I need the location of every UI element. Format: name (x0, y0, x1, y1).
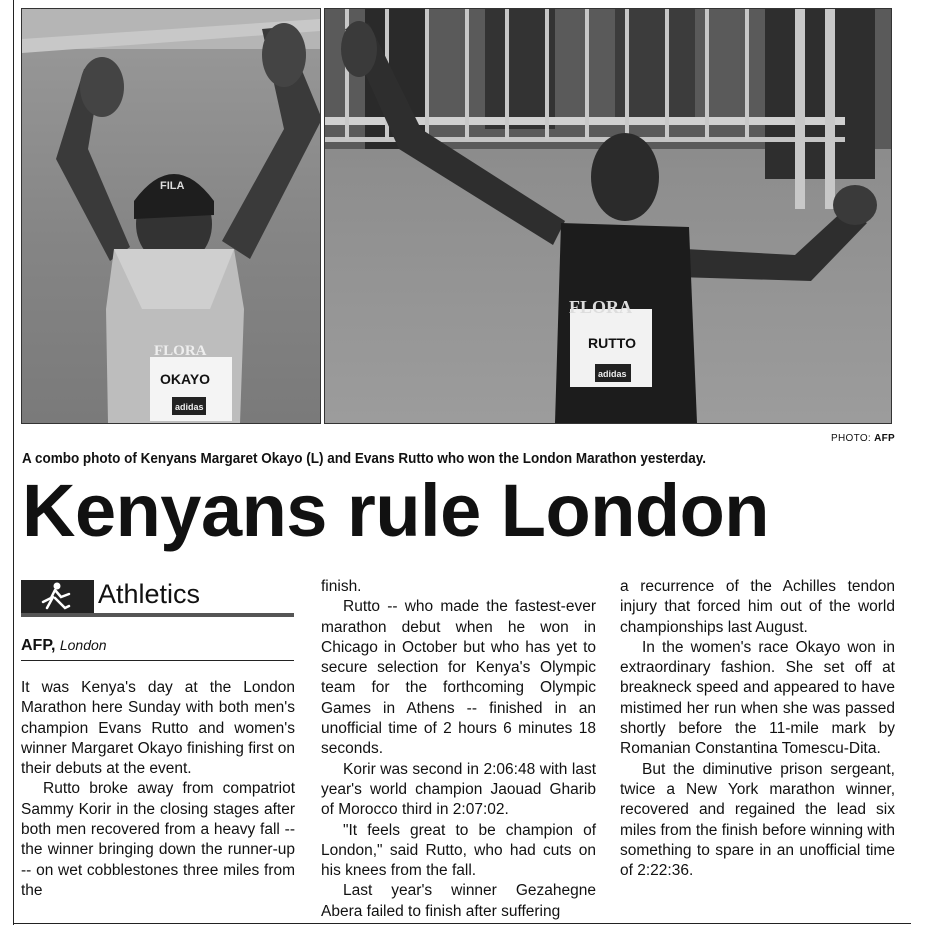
article-column-2 (321, 577, 596, 922)
paragraph: "It feels great to be champion of London," said Rutto, who had cuts on his knees from the fall. (321, 821, 596, 880)
right-brand-text: adidas (598, 369, 627, 379)
photo-credit-source: AFP (874, 433, 895, 444)
paragraph: Last year's winner Gezahegne Abera failed to finish after suffering (321, 882, 596, 920)
article-column-1 (21, 678, 295, 901)
byline-rule (21, 660, 294, 661)
left-column-rule (13, 0, 14, 925)
photo-okayo (21, 8, 321, 424)
left-cap-text: FILA (160, 180, 185, 192)
paragraph: But the diminutive prison sergeant, twice a New York marathon winner, recovered and regained the lead six miles from the finish before winning with something to spare in an unofficial time of 2:22:36. (620, 760, 895, 880)
right-sponsor-text: FLORA (569, 297, 632, 317)
section-rule (21, 613, 294, 617)
paragraph: In the women's race Okayo won in extraordinary fashion. She set off at breakneck speed and appeared to have mistimed her run when she was passed shortly before the 11-mile mark by Romanian Constantina Tomescu-Dita. (620, 638, 895, 758)
byline-location: London (59, 637, 107, 653)
byline (21, 637, 107, 655)
left-bib-text: OKAYO (160, 371, 211, 387)
photo-caption: A combo photo of Kenyans Margaret Okayo (L) and Evans Rutto who won the London Marathon yesterday. (22, 451, 707, 467)
article-column-3 (620, 577, 895, 881)
byline-agency: AFP, (21, 637, 56, 654)
paragraph: It was Kenya's day at the London Marathon here Sunday with both men's champion Evans Rutto and women's winner Margaret Okayo finishing first on their debuts at the event. (21, 679, 295, 778)
headline: Kenyans rule London (22, 469, 770, 552)
right-bib-text: RUTTO (588, 335, 636, 351)
paragraph: Rutto broke away from compatriot Sammy Korir in the closing stages after both men recovered from a heavy fall -- the winner bringing down the runner-up -- on wet cobblestones three miles from the (21, 780, 295, 899)
photo-credit (831, 433, 895, 444)
paragraph: Korir was second in 2:06:48 with last year's world champion Jaouad Gharib of Morocco third in 2:07:02. (321, 760, 596, 819)
photo-credit-label: PHOTO: (831, 433, 871, 444)
paragraph: Rutto -- who made the fastest-ever marathon debut when he won in Chicago in October but who has yet to secure selection for Kenya's Olympic team for the forthcoming Olympic Games in Athens -- finished in an unofficial time of 2 hours 6 minutes 18 seconds. (321, 598, 596, 758)
section-label: Athletics (98, 579, 201, 609)
runner-icon (21, 580, 94, 613)
paragraph-continuation: finish. (321, 578, 362, 595)
left-brand-text: adidas (175, 402, 204, 412)
bottom-rule (13, 923, 911, 924)
section-header (21, 580, 294, 620)
paragraph-continuation: a recurrence of the Achilles tendon injury that forced him out of the world championships last August. (620, 578, 895, 636)
photo-rutto (324, 8, 892, 424)
left-sponsor-text: FLORA (154, 343, 207, 359)
